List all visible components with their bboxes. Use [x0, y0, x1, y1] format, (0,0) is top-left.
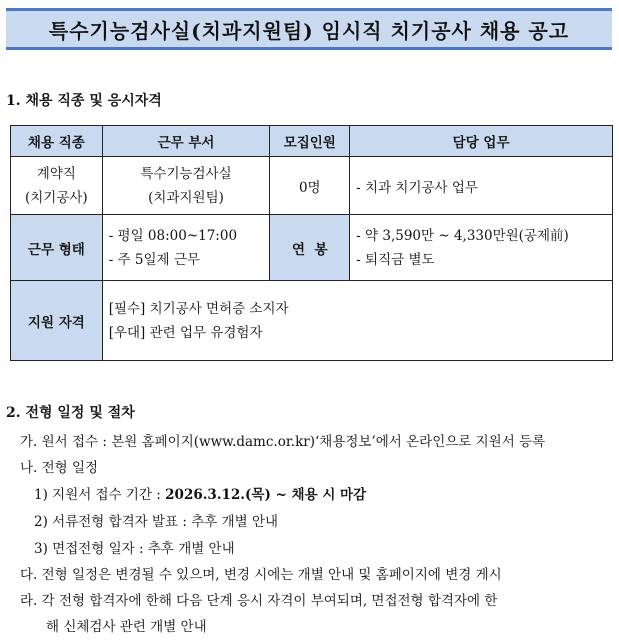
- sub-item-3: 3) 면접전형 일자 : 추후 개별 안내: [34, 541, 235, 557]
- duty-cell: - 치과 치기공사 업무: [350, 157, 613, 215]
- work-form-label: 근무 형태: [11, 215, 103, 281]
- page-title: 특수기능검사실(치과지원팀) 임시직 치기공사 채용 공고: [48, 18, 570, 43]
- sub-item-1: 1) 지원서 접수 기간 : 2026.3.12.(목) ~ 채용 시 마감: [34, 487, 367, 503]
- table-row: [11, 157, 613, 215]
- work-form-cell: - 평일 08:00~17:00 - 주 5일제 근무: [102, 215, 270, 281]
- qual-label: 지원 자격: [11, 281, 103, 361]
- item-ra-line1: 라. 각 전형 합격자에 한해 다음 단계 응시 자격이 부여되며, 면접전형 합격자에 한: [20, 593, 498, 609]
- table-header-row: [11, 126, 613, 157]
- job-cell: 계약직 (치기공사): [11, 157, 103, 215]
- item-da: 다. 전형 일정은 변경될 수 있으며, 변경 시에는 개별 안내 및 홈페이지에 변경 게시: [20, 567, 502, 583]
- title-banner: [6, 8, 612, 50]
- section2-heading: 2. 전형 일정 및 절차: [6, 405, 135, 421]
- item-na: 나. 전형 일정: [20, 460, 99, 476]
- item-ga: 가. 원서 접수 : 본원 홈페이지(www.damc.or.kr)‘채용정보’에서 온라인으로 지원서 등록: [20, 434, 546, 450]
- count-cell: 0명: [270, 157, 350, 215]
- deadline-text: 2026.3.12.(목) ~ 채용 시 마감: [165, 487, 367, 503]
- sub-item-2: 2) 서류전형 합격자 발표 : 추후 개별 안내: [34, 514, 279, 530]
- salary-label: 연 봉: [270, 215, 350, 281]
- salary-cell: - 약 3,590만 ~ 4,330만원(공제前) - 퇴직금 별도: [350, 215, 613, 281]
- header-count: 모집인원: [270, 126, 350, 157]
- table-row: [11, 215, 613, 281]
- header-duty: 담당 업무: [350, 126, 613, 157]
- dept-cell: 특수기능검사실 (치과지원팀): [102, 157, 270, 215]
- section1-heading: 1. 채용 직종 및 응시자격: [6, 93, 162, 109]
- item-ra-line2: 해 신체검사 관련 개별 안내: [46, 619, 207, 635]
- table-row: [11, 281, 613, 361]
- header-dept: 근무 부서: [102, 126, 270, 157]
- qual-cell: [필수] 치기공사 면허증 소지자 [우대] 관련 업무 유경험자: [102, 281, 612, 361]
- recruitment-table: [10, 125, 613, 361]
- header-job: 채용 직종: [11, 126, 103, 157]
